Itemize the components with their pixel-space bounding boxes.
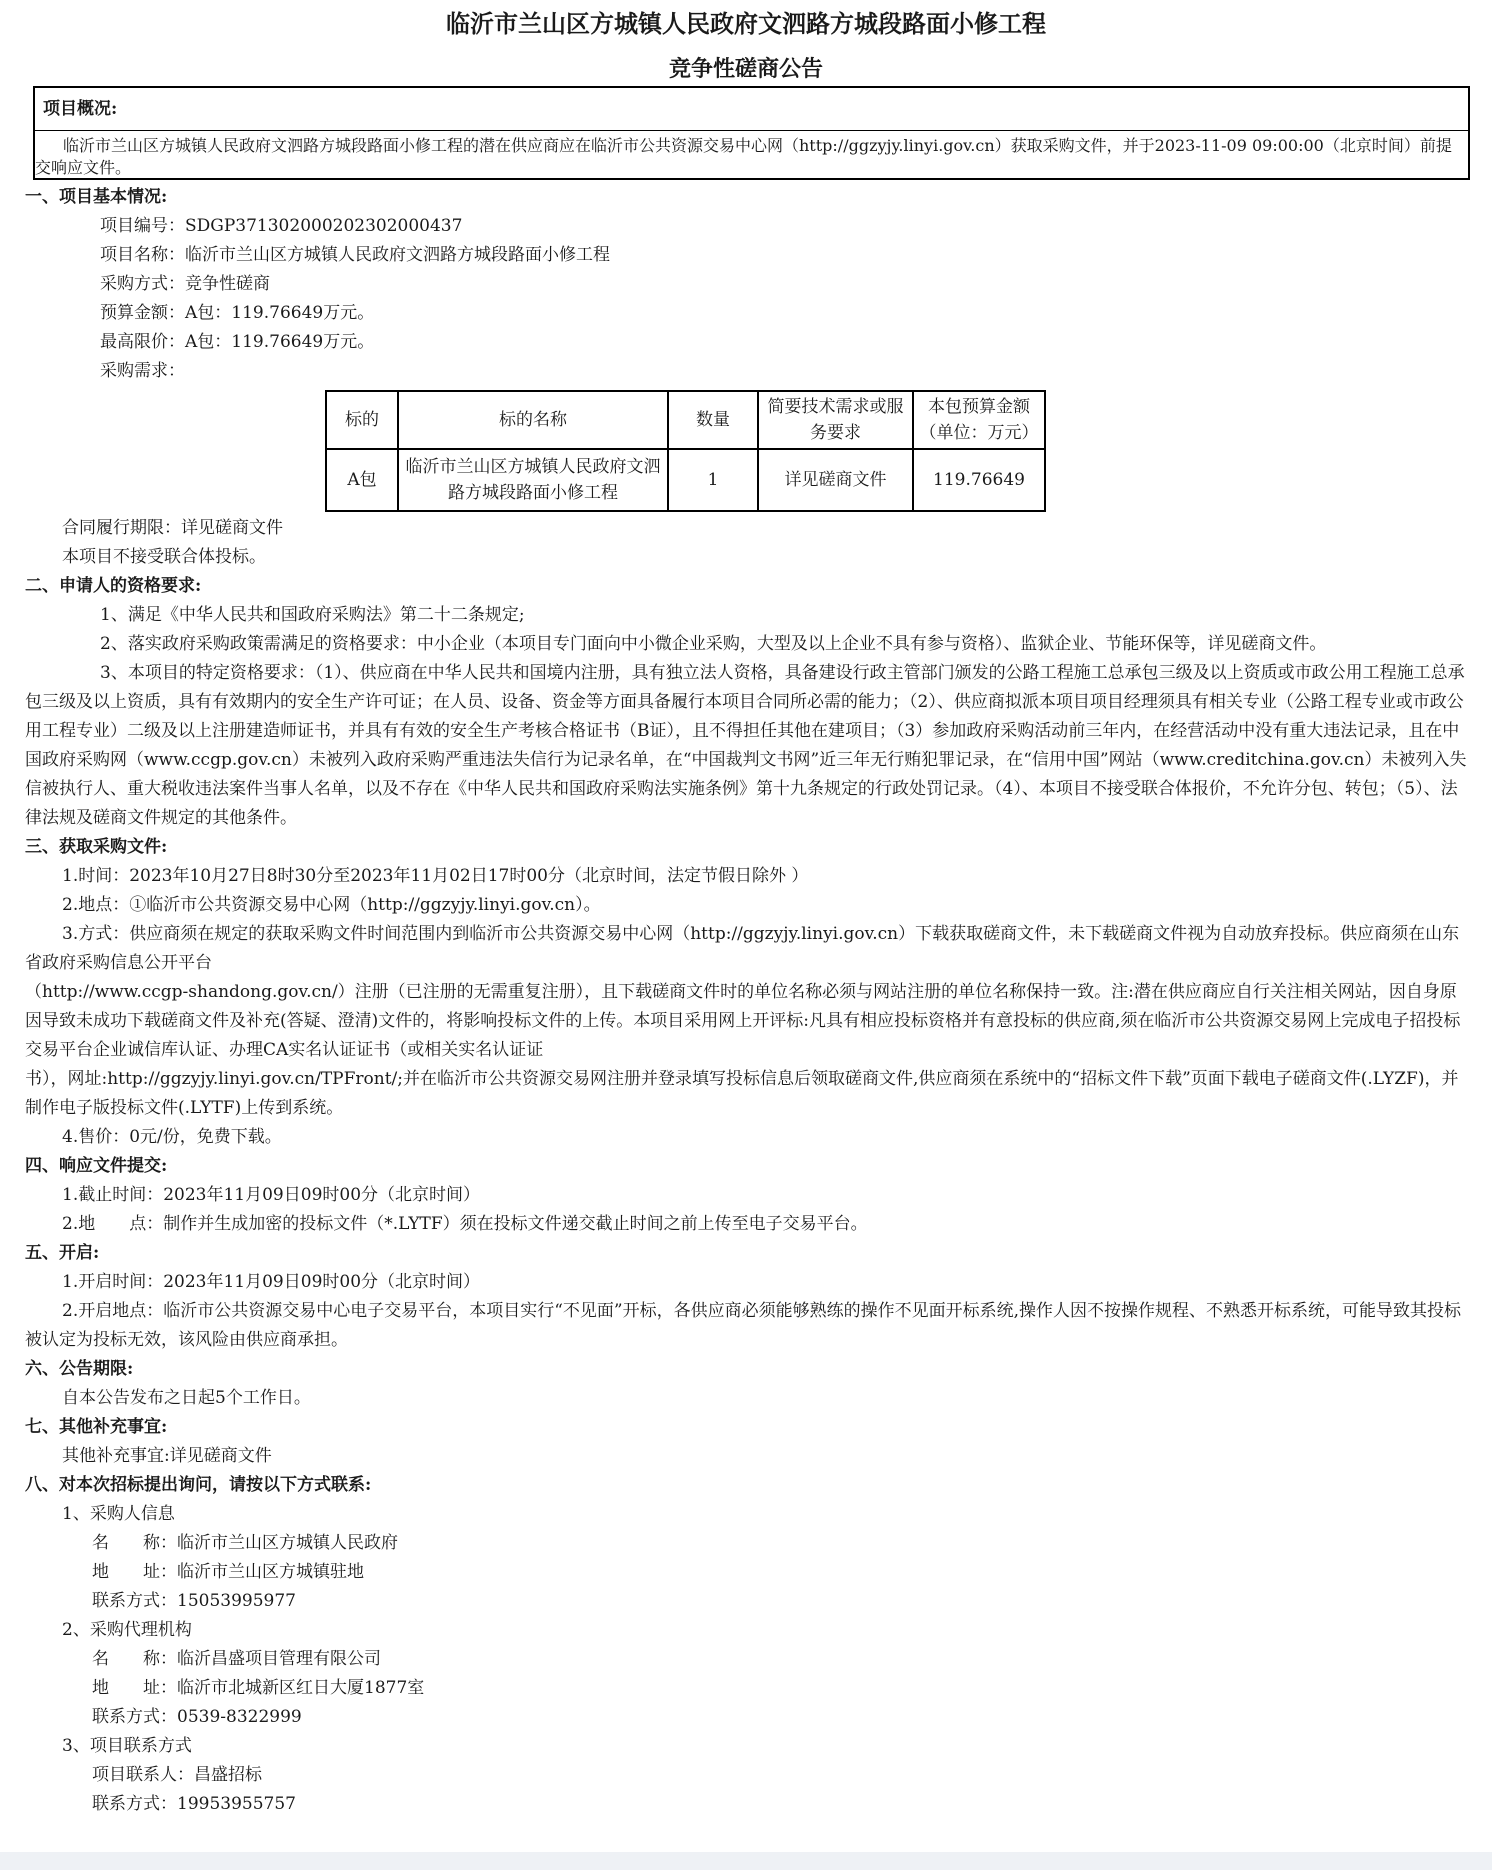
section-heading-contact: 八、对本次招标提出询问，请按以下方式联系: — [25, 1475, 372, 1495]
overview-heading: 项目概况: — [35, 88, 1468, 131]
section-heading-notice-period: 六、公告期限: — [25, 1359, 134, 1379]
section-heading-submission: 四、响应文件提交: — [25, 1156, 168, 1176]
agency-title: 2、采购代理机构 — [62, 1620, 192, 1640]
table-cell: 1 — [668, 449, 758, 511]
section-heading-other: 七、其他补充事宜: — [25, 1417, 168, 1437]
submission-deadline: 1.截止时间：2023年11月09日09时00分（北京时间） — [62, 1185, 481, 1205]
qualification-item-1: 1、满足《中华人民共和国政府采购法》第二十二条规定; — [100, 605, 525, 625]
page-subtitle: 竞争性磋商公告 — [668, 56, 823, 82]
table-cell: 详见磋商文件 — [758, 449, 913, 511]
procurement-method: 采购方式：竞争性磋商 — [100, 274, 270, 294]
table-row — [326, 449, 1045, 511]
contact-title: 3、项目联系方式 — [62, 1736, 192, 1756]
table-cell: 临沂市兰山区方城镇人民政府文泗路方城段路面小修工程 — [398, 449, 668, 511]
buyer-address: 地 址：临沂市兰山区方城镇驻地 — [92, 1562, 364, 1582]
buyer-phone: 联系方式：15053995977 — [92, 1591, 296, 1611]
table-header-cell: 简要技术需求或服务要求 — [758, 391, 913, 449]
obtain-price: 4.售价：0元/份，免费下载。 — [62, 1127, 282, 1147]
contact-person: 项目联系人：昌盛招标 — [92, 1765, 262, 1785]
section-heading-opening: 五、开启: — [25, 1243, 100, 1263]
opening-place: 2.开启地点：临沂市公共资源交易中心电子交易平台，本项目实行“不见面”开标，各供应商必须能够熟练的操作不见面开标系统,操作人因不按操作规程、不熟悉开标系统，可能导致其投标被认定为投标无效，该风险由供应商承担。 — [25, 1301, 1462, 1350]
obtain-time: 1.时间：2023年10月27日8时30分至2023年11月02日17时00分（北京时间，法定节假日除外 ） — [62, 866, 809, 886]
table-header-cell: 标的名称 — [398, 391, 668, 449]
contract-period: 合同履行期限：详见磋商文件 — [62, 518, 283, 538]
overview-text: 临沂市兰山区方城镇人民政府文泗路方城段路面小修工程的潜在供应商应在临沂市公共资源交易中心网（http://ggzyjy.linyi.gov.cn）获取采购文件，并于2023-11-09 09:00:00（北京时间）前提交响应文件。 — [35, 136, 1452, 177]
project-code: 项目编号：SDGP371302000202302000437 — [100, 216, 463, 236]
table-cell: A包 — [326, 449, 398, 511]
obtain-method-a: 3.方式：供应商须在规定的获取采购文件时间范围内到临沂市公共资源交易中心网（http://ggzyjy.linyi.gov.cn）下载获取磋商文件，未下载磋商文件视为自动放弃投标。供应商须在山东省政府采购信息公开平台 — [25, 924, 1460, 973]
agency-address: 地 址：临沂市北城新区红日大厦1877室 — [92, 1678, 425, 1698]
table-header-cell: 本包预算金额（单位：万元） — [913, 391, 1045, 449]
page-footer-bar — [0, 1852, 1492, 1870]
budget-amount: 预算金额：A包：119.76649万元。 — [100, 303, 375, 323]
table-header-cell: 数量 — [668, 391, 758, 449]
announcement-content — [25, 183, 1467, 1819]
agency-name: 名 称：临沂昌盛项目管理有限公司 — [92, 1649, 381, 1669]
max-price: 最高限价：A包：119.76649万元。 — [100, 332, 375, 352]
table-header-row — [326, 391, 1045, 449]
overview-box — [33, 86, 1470, 180]
submission-place: 2.地 点：制作并生成加密的投标文件（*.LYTF）须在投标文件递交截止时间之前上传至电子交易平台。 — [62, 1214, 868, 1234]
table-header-cell: 标的 — [326, 391, 398, 449]
demand-table — [325, 390, 1046, 512]
opening-time: 1.开启时间：2023年11月09日09时00分（北京时间） — [62, 1272, 481, 1292]
demand-table-wrapper — [25, 386, 1467, 514]
section-heading-obtain-docs: 三、获取采购文件: — [25, 837, 168, 857]
obtain-place: 2.地点：①临沂市公共资源交易中心网（http://ggzyjy.linyi.gov.cn）。 — [62, 895, 601, 915]
procurement-demand-label: 采购需求： — [100, 361, 185, 381]
buyer-name: 名 称：临沂市兰山区方城镇人民政府 — [92, 1533, 398, 1553]
project-name: 项目名称：临沂市兰山区方城镇人民政府文泗路方城段路面小修工程 — [100, 245, 610, 265]
obtain-method-c: 书），网址:http://ggzyjy.linyi.gov.cn/TPFront/;并在临沂市公共资源交易网注册并登录填写投标信息后领取磋商文件,供应商须在系统中的“招标文件下载”页面下载电子磋商文件(.LYZF)，并制作电子版投标文件(.LYTF)上传到系统。 — [25, 1069, 1459, 1118]
obtain-method-b: （http://www.ccgp-shandong.gov.cn/）注册（已注册的无需重复注册），且下载磋商文件时的单位名称必须与网站注册的单位名称保持一致。注:潜在供应商应自行关注相关网站，因自身原因导致未成功下载磋商文件及补充(答疑、澄清)文件的，将影响投标文件的上传。本项目采用网上开评标:凡具有相应投标资格并有意投标的供应商,须在临沂市公共资源交易网上完成电子招投标交易平台企业诚信库认证、办理CA实名认证证书（或相关实名认证证 — [25, 982, 1461, 1060]
qualification-item-3: 3、本项目的特定资格要求：（1）、供应商在中华人民共和国境内注册，具有独立法人资格，具备建设行政主管部门颁发的公路工程施工总承包三级及以上资质或市政公用工程施工总承包三级及以上资质，具有有效期内的安全生产许可证；在人员、设备、资金等方面具备履行本项目合同所必需的能力；（2）、供应商拟派本项目项目经理须具有相关专业（公路工程专业或市政公用工程专业）二级及以上注册建造师证书，并具有有效的安全生产考核合格证书（B证），且不得担任其他在建项目；（3）参加政府采购活动前三年内，在经营活动中没有重大违法记录，且在中国政府采购网（www.ccgp.gov.cn）未被列入政府采购严重违法失信行为记录名单，在“中国裁判文书网”近三年无行贿犯罪记录，在“信用中国”网站（www.creditchina.gov.cn）未被列入失信被执行人、重大税收违法案件当事人名单，以及不存在《中华人民共和国政府采购法实施条例》第十九条规定的行政处罚记录。（4）、本项目不接受联合体报价，不允许分包、转包；（5）、法律法规及磋商文件规定的其他条件。 — [25, 663, 1467, 828]
qualification-item-2: 2、落实政府采购政策需满足的资格要求：中小企业（本项目专门面向中小微企业采购，大型及以上企业不具有参与资格）、监狱企业、节能环保等，详见磋商文件。 — [100, 634, 1327, 654]
table-cell: 119.76649 — [913, 449, 1045, 511]
section-heading-basic-info: 一、项目基本情况: — [25, 187, 168, 207]
other-text: 其他补充事宜:详见磋商文件 — [62, 1446, 272, 1466]
notice-period-text: 自本公告发布之日起5个工作日。 — [62, 1388, 311, 1408]
contact-phone: 联系方式：19953955757 — [92, 1794, 296, 1814]
section-heading-qualification: 二、申请人的资格要求: — [25, 576, 202, 596]
consortium-note: 本项目不接受联合体投标。 — [62, 547, 266, 567]
page-title: 临沂市兰山区方城镇人民政府文泗路方城段路面小修工程 — [446, 9, 1046, 38]
agency-phone: 联系方式：0539-8322999 — [92, 1707, 302, 1727]
buyer-title: 1、采购人信息 — [62, 1504, 175, 1524]
